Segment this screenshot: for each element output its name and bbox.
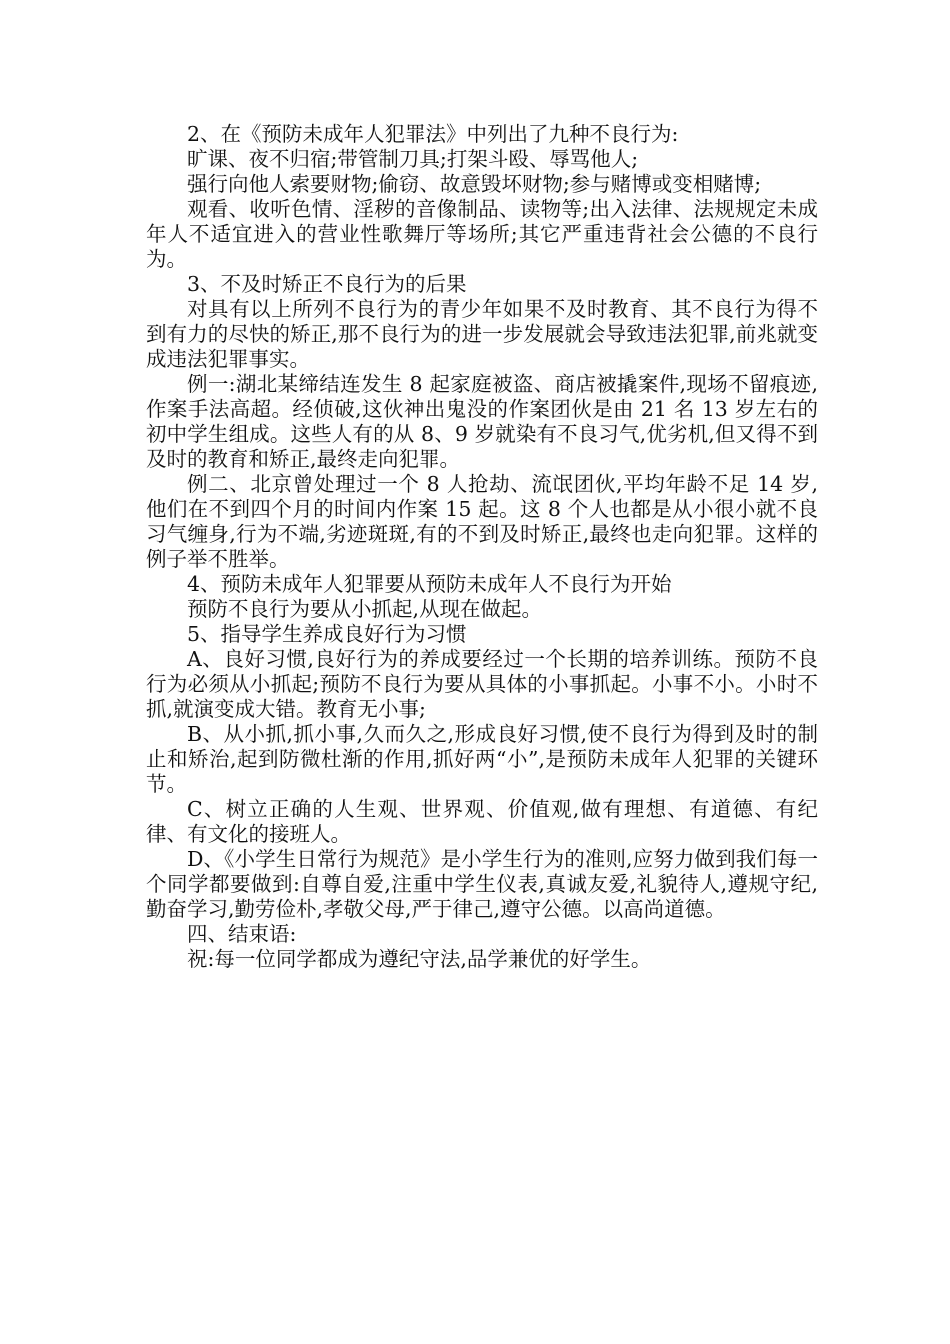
paragraph-bad-behaviors-1: 旷课、夜不归宿;带管制刀具;打架斗殴、辱骂他人;: [187, 147, 639, 171]
document-body: [146, 122, 818, 972]
paragraph-consequences: 对具有以上所列不良行为的青少年如果不及时教育、其不良行为得不到有力的尽快的矫正,那不良行为的进一步发展就会导致违法犯罪,前兆就变成违法犯罪事实。: [146, 297, 818, 371]
paragraph-item-4-heading: 4、预防未成年人犯罪要从预防未成年人不良行为开始: [187, 572, 672, 596]
paragraph-bad-behaviors-2: 强行向他人索要财物;偷窃、故意毁坏财物;参与赌博或变相赌博;: [187, 172, 762, 196]
paragraph-bad-behaviors-3: 观看、收听色情、淫秽的音像制品、读物等;出入法律、法规规定未成年人不适宜进入的营业性歌舞厅等场所;其它严重违背社会公德的不良行为。: [146, 197, 818, 271]
paragraph-point-a: A、良好习惯,良好行为的养成要经过一个长期的培养训练。预防不良行为必须从小抓起;预防不良行为要从具体的小事抓起。小事不小。小时不抓,就演变成大错。教育无小事;: [146, 647, 818, 721]
paragraph-item-5-heading: 5、指导学生养成良好行为习惯: [187, 622, 467, 646]
paragraph-item-3-heading: 3、不及时矫正不良行为的后果: [187, 272, 467, 296]
paragraph-conclusion-heading: 四、结束语:: [187, 922, 297, 946]
paragraph-example-2: 例二、北京曾处理过一个 8 人抢劫、流氓团伙,平均年龄不足 14 岁,他们在不到四个月的时间内作案 15 起。这 8 个人也都是从小很小就不良习气缠身,行为不端,劣迹斑斑,有的不到及时矫正,最终也走向犯罪。这样的例子举不胜举。: [146, 472, 818, 571]
paragraph-prevention-start: 预防不良行为要从小抓起,从现在做起。: [187, 597, 543, 621]
paragraph-example-1: 例一:湖北某缔结连发生 8 起家庭被盗、商店被撬案件,现场不留痕迹,作案手法高超。经侦破,这伙神出鬼没的作案团伙是由 21 名 13 岁左右的初中学生组成。这些人有的从 8、9 岁就染有不良习气,优劣机,但又得不到及时的教育和矫正,最终走向犯罪。: [146, 372, 818, 471]
paragraph-point-d: D、《小学生日常行为规范》是小学生行为的准则,应努力做到我们每一个同学都要做到:自尊自爱,注重中学生仪表,真诚友爱,礼貌待人,遵规守纪,勤奋学习,勤劳俭朴,孝敬父母,严于律己,遵守公德。以高尚道德。: [146, 847, 818, 921]
paragraph-closing-wish: 祝:每一位同学都成为遵纪守法,品学兼优的好学生。: [187, 947, 652, 971]
paragraph-point-c: C、树立正确的人生观、世界观、价值观,做有理想、有道德、有纪律、有文化的接班人。: [146, 797, 818, 846]
paragraph-point-b: B、从小抓,抓小事,久而久之,形成良好习惯,使不良行为得到及时的制止和矫治,起到防微杜渐的作用,抓好两“小”,是预防未成年人犯罪的关键环节。: [146, 722, 818, 796]
paragraph-item-2-heading: 2、在《预防未成年人犯罪法》中列出了九种不良行为:: [187, 122, 679, 146]
